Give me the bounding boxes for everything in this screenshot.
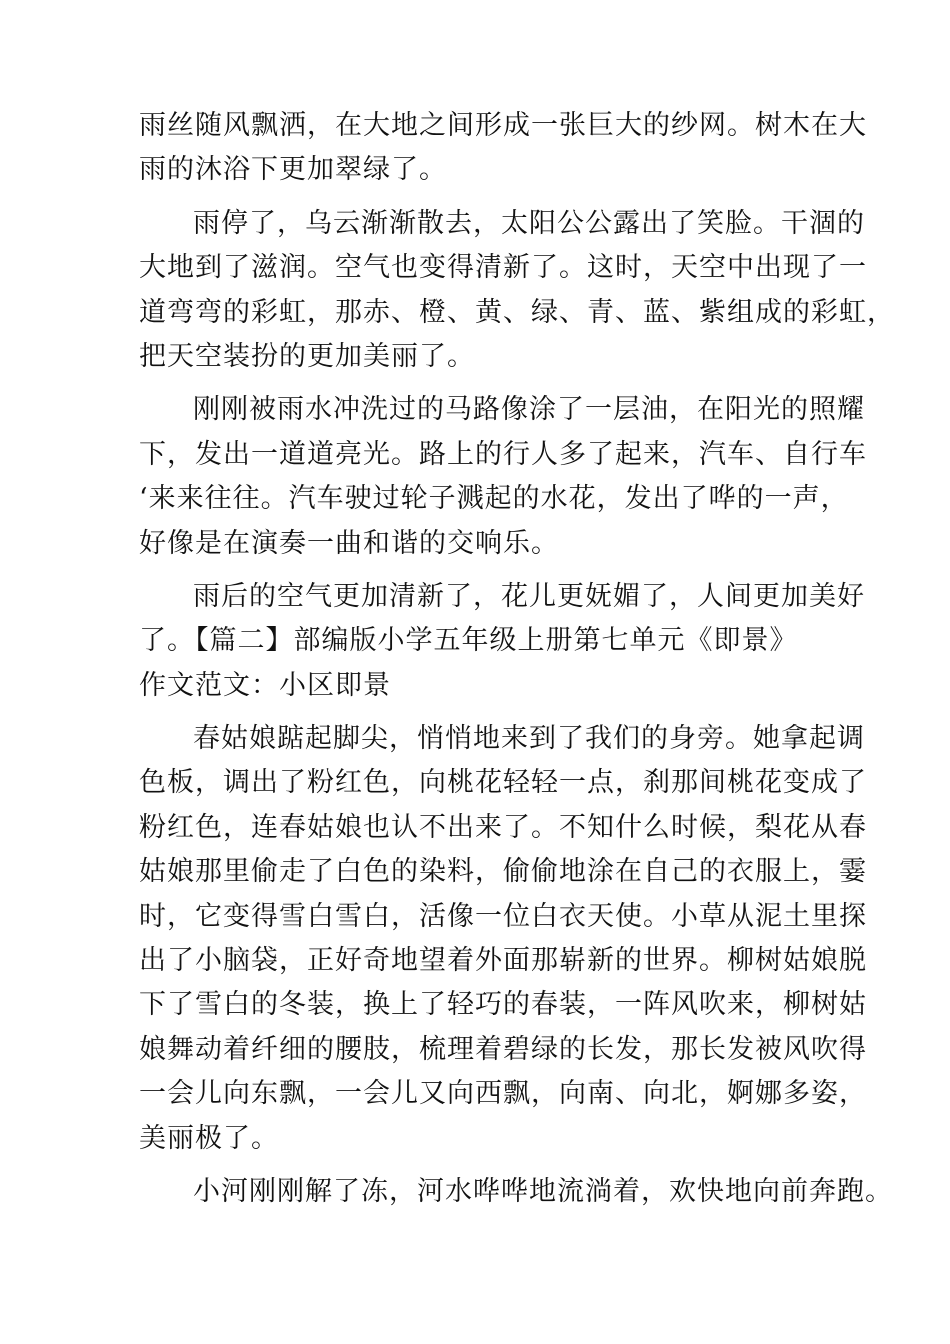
text-line: ‘来来往往。汽车驶过轮子溅起的水花，发出了哗的一声， xyxy=(139,483,849,515)
paragraph-start-line: 刚刚被雨水冲洗过的马路像涂了一层油，在阳光的照耀 xyxy=(193,394,865,426)
text-line: 色板，调出了粉红色，向桃花轻轻一点，刹那间桃花变成了 xyxy=(139,767,867,799)
section-heading-line: 作文范文：小区即景 xyxy=(139,669,391,701)
text-line: 好像是在演奏一曲和谐的交响乐。 xyxy=(139,527,559,559)
text-line: 把天空装扮的更加美丽了。 xyxy=(139,340,475,372)
text-line: 雨丝随风飘洒，在大地之间形成一张巨大的纱网。树木在大 xyxy=(139,110,867,141)
text-line: 粉红色，连春姑娘也认不出来了。不知什么时候，梨花从春 xyxy=(139,811,867,843)
text-line: 时，它变得雪白雪白，活像一位白衣天使。小草从泥土里探 xyxy=(139,900,867,932)
text-line: 道弯弯的彩虹，那赤、橙、黄、绿、青、蓝、紫组成的彩虹， xyxy=(139,296,895,328)
paragraph-start-line: 春姑娘踮起脚尖，悄悄地来到了我们的身旁。她拿起调 xyxy=(193,723,865,755)
paragraph-start-line: 雨后的空气更加清新了，花儿更妩媚了，人间更加美好 xyxy=(193,580,865,612)
text-line: 一会儿向东飘，一会儿又向西飘，向南、向北，婀娜多姿， xyxy=(139,1078,867,1110)
section-heading-line: 了。【篇二】部编版小学五年级上册第七单元《即景》 xyxy=(139,625,798,657)
text-line: 雨的沐浴下更加翠绿了。 xyxy=(139,154,447,186)
article-body xyxy=(139,104,895,1214)
text-line: 下，发出一道道亮光。路上的行人多了起来，汽车、自行车 xyxy=(139,438,867,470)
paragraph-start-line: 小河刚刚解了冻，河水哗哗地流淌着，欢快地向前奔跑。 xyxy=(193,1175,893,1207)
text-line: 美丽极了。 xyxy=(139,1122,279,1154)
text-line: 娘舞动着纤细的腰肢，梳理着碧绿的长发，那长发被风吹得 xyxy=(139,1033,867,1065)
text-line: 姑娘那里偷走了白色的染料，偷偷地涂在自己的衣服上，霎 xyxy=(139,856,867,888)
paragraph-start-line: 雨停了，乌云渐渐散去，太阳公公露出了笑脸。干涸的 xyxy=(193,207,865,239)
text-line: 出了小脑袋，正好奇地望着外面那崭新的世界。柳树姑娘脱 xyxy=(139,945,867,977)
text-line: 下了雪白的冬装，换上了轻巧的春装，一阵风吹来，柳树姑 xyxy=(139,989,867,1021)
text-line: 大地到了滋润。空气也变得清新了。这时，天空中出现了一 xyxy=(139,252,867,284)
